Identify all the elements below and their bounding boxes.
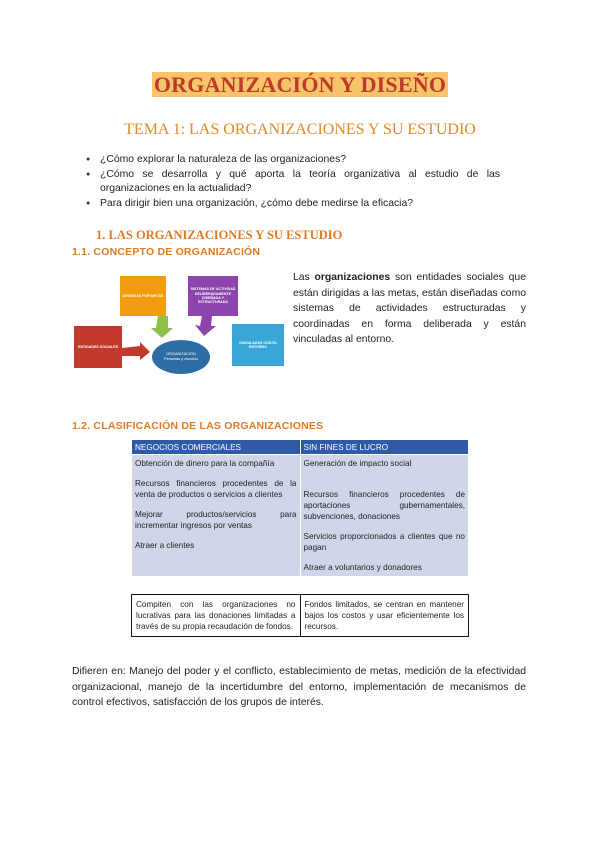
bold-term: organizaciones	[314, 272, 391, 283]
summary-commercial: Compiten con las organizaciones no lucrativas para las donaciones limitadas a través de su propia recaudación de fondos.	[132, 595, 301, 637]
closing-paragraph: Difieren en: Manejo del poder y el conflicto, establecimiento de metas, medición de la efectividad organizacional, manejo de la incertidumbre del entorno, implementación de mecanismos de control efectivos, satisfacción de los grupos de interés.	[72, 666, 526, 709]
table-cell-text: Obtención de dinero para la compañía	[135, 459, 275, 468]
table-cell-text: Atraer a voluntarios y donadores	[303, 563, 422, 572]
table-cell-text: Mejorar productos/servicios para incrementar ingresos por ventas	[135, 510, 297, 530]
header-nonprofit: SIN FINES DE LUCRO	[300, 440, 469, 455]
table-cell-text: Atraer a clientes	[135, 541, 195, 550]
header-commercial: NEGOCIOS COMERCIALES	[132, 440, 301, 455]
box-social: ENTIDADES SOCIALES	[74, 326, 122, 368]
list-item: ● ¿Cómo explorar la naturaleza de las organizaciones?	[88, 153, 500, 168]
box-goals: DIRIGIDAS POR METAS	[120, 276, 166, 316]
classification-table	[131, 439, 469, 577]
topic-subtitle: TEMA 1: LAS ORGANIZACIONES Y SU ESTUDIO	[124, 121, 476, 138]
commercial-cell	[132, 455, 301, 577]
center-title: ORGANIZACIÓN	[166, 352, 196, 356]
table-cell-text: Generación de impacto social	[303, 459, 412, 468]
section-heading: 1. LAS ORGANIZACIONES Y SU ESTUDIO	[96, 228, 343, 242]
subsection-heading-concept: 1.1. CONCEPTO DE ORGANIZACIÓN	[72, 246, 261, 258]
concept-paragraph: Las organizaciones son entidades sociales que están dirigidas a las metas, están diseñadas como sistemas de actividades estructuradas y coordinadas en forma deliberada y están vinculadas al entorno.	[293, 272, 526, 346]
table-cell-text: Recursos financieros procedentes de aportaciones gubernamentales, subvenciones, donaciones	[303, 490, 465, 521]
table-cell-text: Servicios proporcionados a clientes que no pagan	[303, 532, 465, 552]
subsection-heading-classification: 1.2. CLASIFICACIÓN DE LAS ORGANIZACIONES	[72, 420, 324, 432]
summary-nonprofit: Fondos limitados, se centran en mantener bajos los costos y usar eficientemente los recursos.	[300, 595, 469, 637]
center-subtitle: Personas y vínculos	[164, 357, 198, 361]
arrow-systems	[195, 316, 216, 336]
center-node	[152, 340, 210, 374]
document-title: ORGANIZACIÓN Y DISEÑO	[153, 72, 447, 97]
box-environment: VINCULADAS CON EL ENTORNO	[232, 324, 284, 366]
organization-diagram	[72, 270, 284, 382]
arrow-social	[122, 342, 150, 360]
nonprofit-cell	[300, 455, 469, 577]
list-item: ● Para dirigir bien una organización, ¿cómo debe medirse la eficacia?	[88, 197, 500, 212]
table-cell-text: Recursos financieros procedentes de la venta de productos o servicios a clientes	[135, 479, 297, 499]
list-item: ● ¿Cómo se desarrolla y qué aporta la teoría organizativa al estudio de las organizaciones en la actualidad?	[88, 168, 500, 197]
arrow-goals	[151, 316, 173, 338]
question-list	[88, 153, 500, 211]
summary-table	[131, 594, 469, 637]
box-systems: SISTEMAS DE ACTIVIDAD DELIBERADAMENTE DISEÑADA Y ESTRUCTURADA	[188, 276, 238, 316]
